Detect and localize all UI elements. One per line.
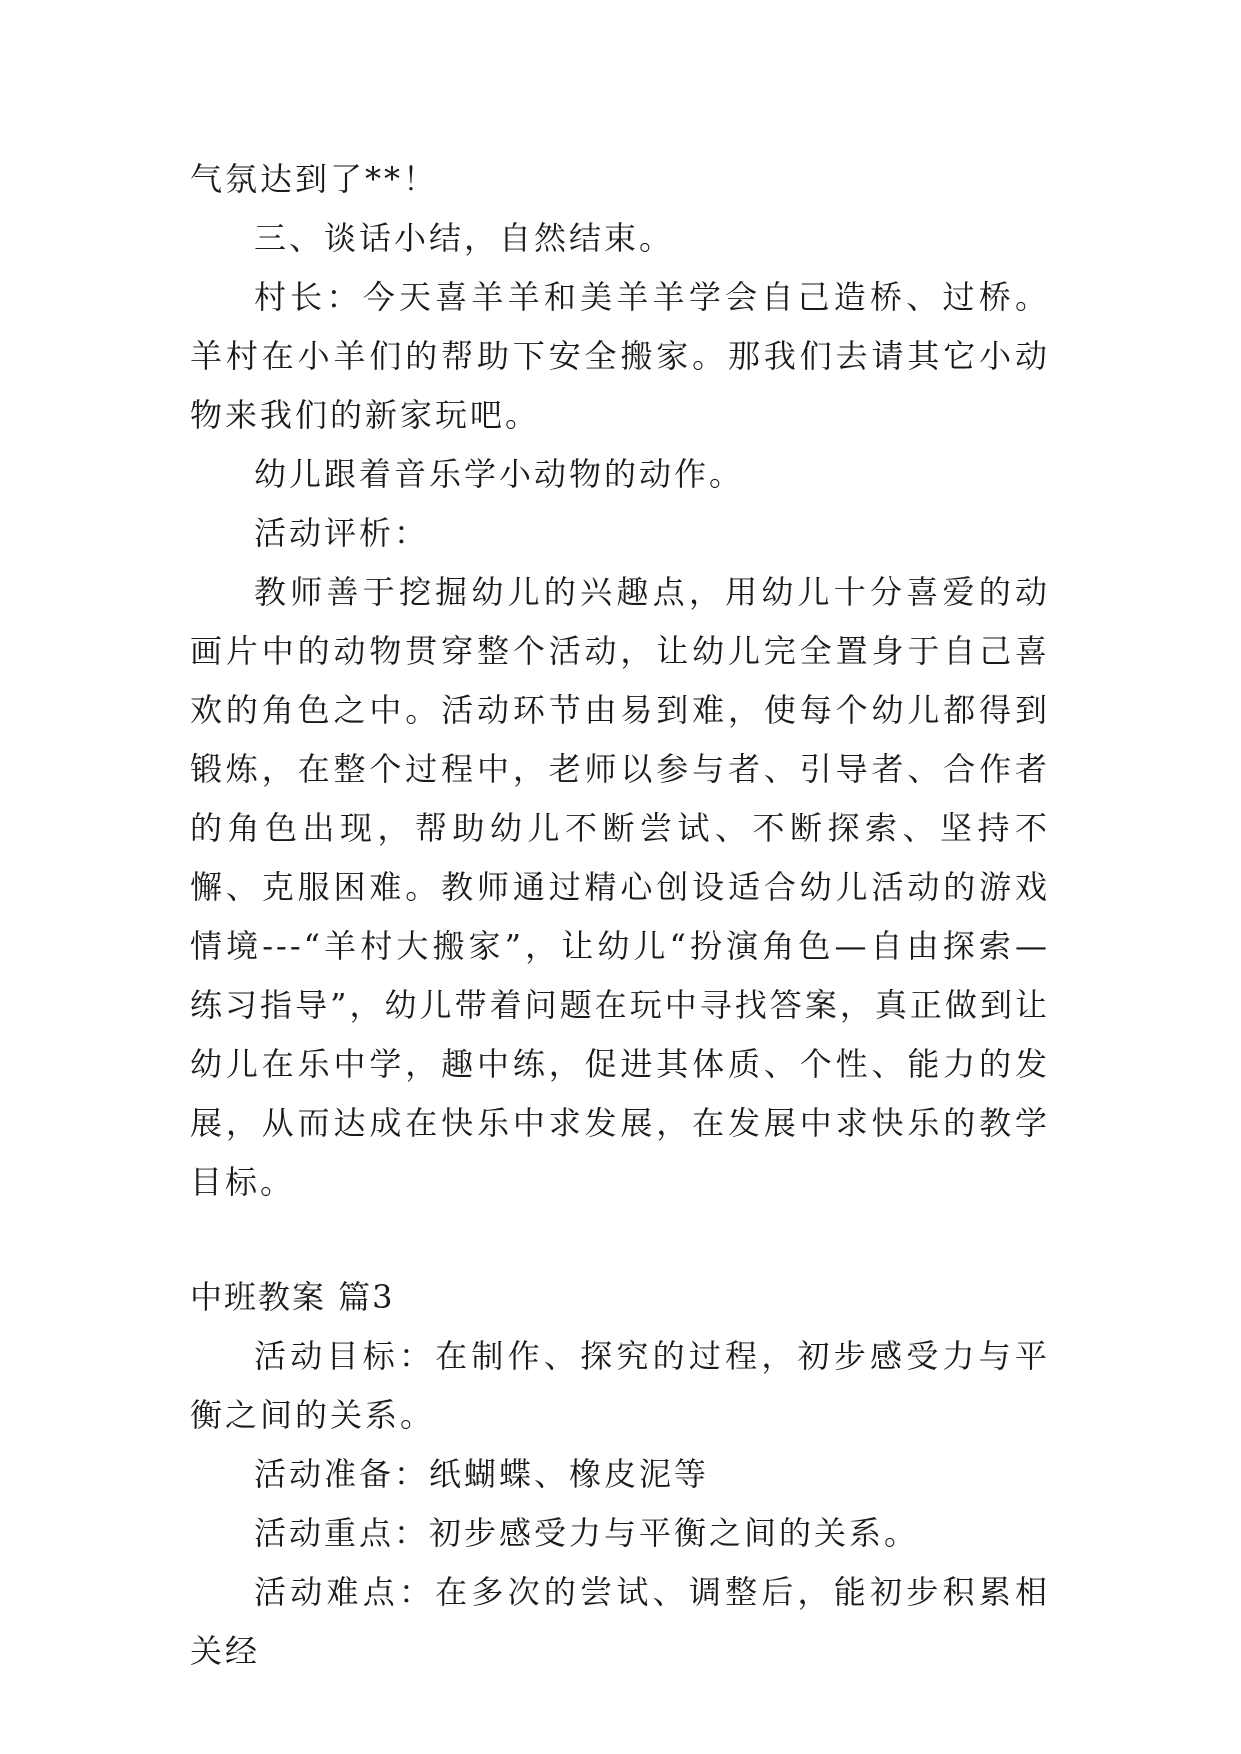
paragraph: 幼儿跟着音乐学小动物的动作。 <box>254 455 745 493</box>
paragraph: 活动难点：在多次的尝试、调整后，能初步积累相关经 <box>190 1573 1050 1670</box>
paragraph: 气氛达到了**！ <box>190 160 439 198</box>
paragraph: 活动准备：纸蝴蝶、橡皮泥等 <box>254 1455 710 1493</box>
paragraph: 教师善于挖掘幼儿的兴趣点，用幼儿十分喜爱的动画片中的动物贯穿整个活动，让幼儿完全置身于自己喜欢的角色之中。活动环节由易到难，使每个幼儿都得到锻炼，在整个过程中，老师以参与者、引导者、合作者的角色出现，帮助幼儿不断尝试、不断探索、坚持不懈、克服困难。教师通过精心创设适合幼儿活动的游戏情境---“羊村大搬家”，让幼儿“扮演角色—自由探索—练习指导”，幼儿带着问题在玩中寻找答案，真正做到让幼儿在乐中学，趣中练，促进其体质、个性、能力的发展，从而达成在快乐中求发展，在发展中求快乐的教学目标。 <box>190 573 1050 1201</box>
document-page <box>190 150 1050 1681</box>
section-spacer <box>190 1212 1050 1268</box>
paragraph: 活动目标：在制作、探究的过程，初步感受力与平衡之间的关系。 <box>190 1337 1050 1434</box>
paragraph: 村长：今天喜羊羊和美羊羊学会自己造桥、过桥。羊村在小羊们的帮助下安全搬家。那我们去请其它小动物来我们的新家玩吧。 <box>190 278 1050 434</box>
paragraph: 活动评析： <box>254 514 430 552</box>
section-title: 中班教案 篇3 <box>190 1278 395 1316</box>
paragraph: 活动重点：初步感受力与平衡之间的关系。 <box>254 1514 920 1552</box>
paragraph: 三、谈话小结，自然结束。 <box>254 219 675 257</box>
